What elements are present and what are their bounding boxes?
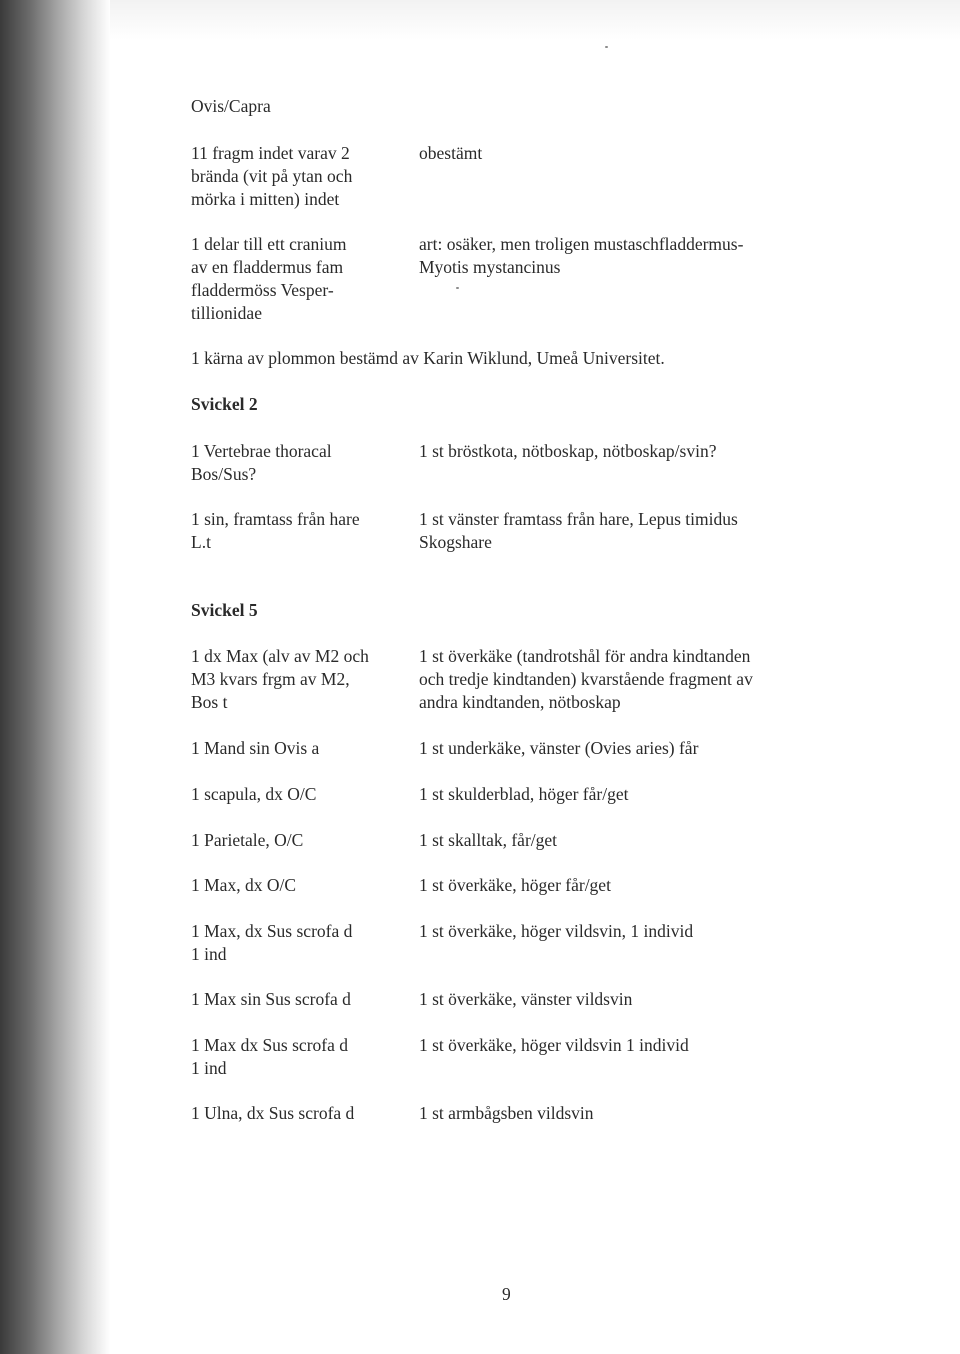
section-heading: Svickel 5 [191, 600, 258, 620]
entry-line: och tredje kindtanden) kvarstående fragment av [419, 669, 753, 689]
svickel-5-entry-7-left [191, 988, 411, 1011]
entry-line: Bos t [191, 692, 228, 712]
ovis-capra-entry-2-right [419, 233, 839, 279]
entry-line: tillionidae [191, 303, 262, 323]
svickel-5-entry-6-left [191, 920, 411, 966]
entry-line: 11 fragm indet varav 2 [191, 143, 350, 163]
svickel-5-heading [191, 599, 891, 622]
svickel-5-entry-8-left [191, 1034, 411, 1080]
svickel-5-entry-2-left [191, 737, 411, 760]
entry-line: 1 Ulna, dx Sus scrofa d [191, 1103, 355, 1123]
entry-line: 1 ind [191, 944, 227, 964]
entry-line: 1 st överkäke (tandrotshål för andra kindtanden [419, 646, 751, 666]
svickel-5-entry-6-right [419, 920, 839, 943]
page-title [191, 95, 891, 118]
entry-line: 1 dx Max (alv av M2 och [191, 646, 369, 666]
note-text: 1 kärna av plommon bestämd av Karin Wiklund, Umeå Universitet. [191, 348, 665, 368]
entry-line: L.t [191, 532, 211, 552]
svickel-5-entry-1-right [419, 645, 839, 714]
entry-line: 1 sin, framtass från hare [191, 509, 360, 529]
entry-line: Myotis mystancinus [419, 257, 561, 277]
entry-line: 1 st bröstkota, nötboskap, nötboskap/svin? [419, 441, 717, 461]
entry-line: 1 st armbågsben vildsvin [419, 1103, 594, 1123]
entry-line: 1 Max, dx Sus scrofa d [191, 921, 353, 941]
svickel-5-entry-4-left [191, 829, 411, 852]
entry-line: Skogshare [419, 532, 492, 552]
entry-line: 1 st överkäke, höger vildsvin, 1 individ [419, 921, 694, 941]
entry-line: 1 st vänster framtass från hare, Lepus timidus [419, 509, 738, 529]
svickel-5-entry-9-left [191, 1102, 411, 1125]
entry-line: obestämt [419, 143, 483, 163]
entry-line: 1 st skalltak, får/get [419, 830, 558, 850]
page-title-text: Ovis/Capra [191, 96, 271, 116]
entry-line: fladdermöss Vesper- [191, 280, 334, 300]
plum-note [191, 347, 891, 370]
entry-line: 1 Vertebrae thoracal [191, 441, 332, 461]
ovis-capra-entry-1-left [191, 142, 411, 211]
svickel-5-entry-4-right [419, 829, 839, 852]
entry-line: 1 delar till ett cranium [191, 234, 347, 254]
svickel-2-heading [191, 393, 891, 416]
svickel-5-entry-2-right [419, 737, 839, 760]
svickel-2-entry-2-right [419, 508, 839, 554]
entry-line: brända (vit på ytan och [191, 166, 353, 186]
section-heading: Svickel 2 [191, 394, 258, 414]
svickel-5-entry-5-right [419, 874, 839, 897]
svickel-5-entry-7-right [419, 988, 839, 1011]
svickel-5-entry-9-right [419, 1102, 839, 1125]
svickel-2-entry-1-left [191, 440, 411, 486]
entry-line: 1 Mand sin Ovis a [191, 738, 320, 758]
entry-line: 1 st skulderblad, höger får/get [419, 784, 629, 804]
entry-line: mörka i mitten) indet [191, 189, 340, 209]
svickel-5-entry-1-left [191, 645, 411, 714]
page-number: 9 [502, 1284, 511, 1304]
ovis-capra-entry-2-left [191, 233, 411, 325]
entry-line: 1 Max dx Sus scrofa d [191, 1035, 348, 1055]
entry-line: M3 kvars frgm av M2, [191, 669, 350, 689]
entry-line: 1 ind [191, 1058, 227, 1078]
entry-line: 1 st underkäke, vänster (Ovies aries) får [419, 738, 699, 758]
entry-line: 1 st överkäke, vänster vildsvin [419, 989, 633, 1009]
entry-line: Bos/Sus? [191, 464, 257, 484]
svickel-5-entry-3-left [191, 783, 411, 806]
entry-line: 1 scapula, dx O/C [191, 784, 317, 804]
ovis-capra-entry-1-right [419, 142, 839, 165]
entry-line: 1 st överkäke, höger vildsvin 1 individ [419, 1035, 689, 1055]
entry-line: 1 Parietale, O/C [191, 830, 304, 850]
entry-line: 1 Max sin Sus scrofa d [191, 989, 351, 1009]
svickel-5-entry-8-right [419, 1034, 839, 1057]
svickel-2-entry-1-right [419, 440, 839, 463]
entry-line: 1 Max, dx O/C [191, 875, 296, 895]
entry-line: andra kindtanden, nötboskap [419, 692, 621, 712]
entry-line: 1 st överkäke, höger får/get [419, 875, 611, 895]
svickel-5-entry-5-left [191, 874, 411, 897]
entry-line: art: osäker, men troligen mustaschfladdermus- [419, 234, 744, 254]
svickel-5-entry-3-right [419, 783, 839, 806]
entry-line: av en fladdermus fam [191, 257, 344, 277]
svickel-2-entry-2-left [191, 508, 411, 554]
